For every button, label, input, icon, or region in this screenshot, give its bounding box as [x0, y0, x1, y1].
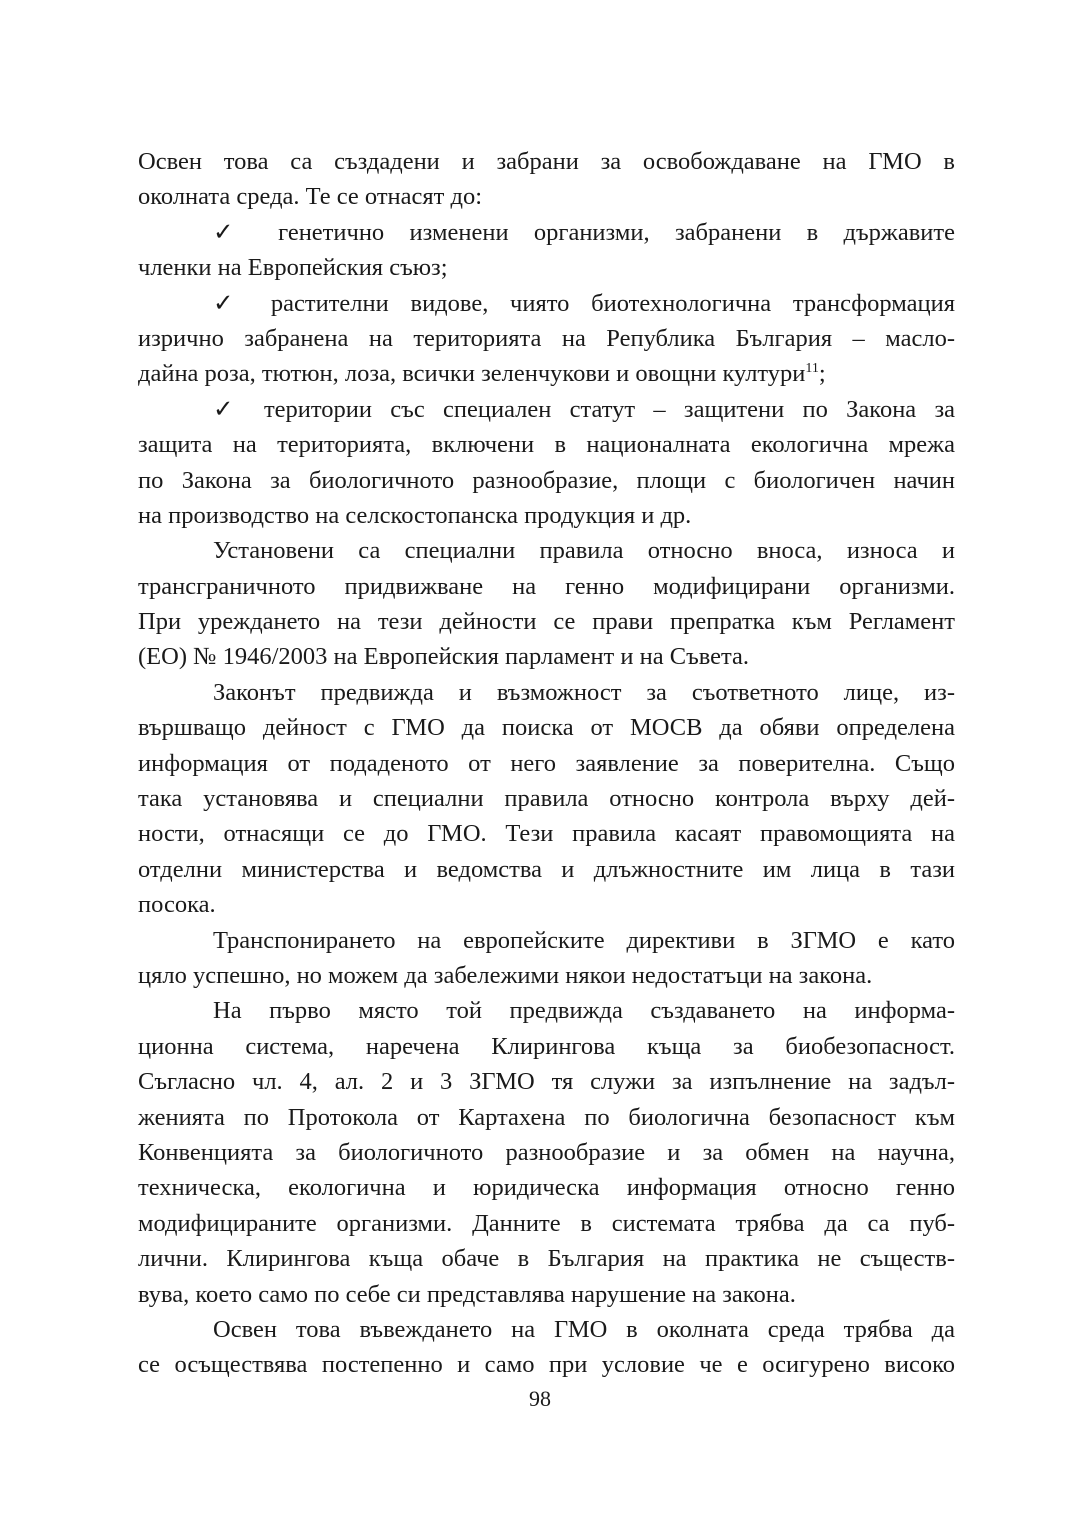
line-text: женията по Протокола от Картахена по биологична безопасност към	[138, 1103, 955, 1131]
text-line	[138, 179, 955, 214]
line-text: При уреждането на тези дейности се прави препратка към Регламент	[138, 608, 955, 636]
text-line	[138, 144, 955, 179]
bullet-item	[138, 215, 955, 286]
text-line	[138, 463, 955, 498]
text-line	[138, 993, 955, 1028]
text-line	[138, 1277, 955, 1312]
text-line	[138, 746, 955, 781]
line-text: техническа, екологична и юридическа информация относно генно	[138, 1174, 955, 1202]
line-text: членки на Европейския съюз;	[138, 254, 448, 282]
checkmark-icon: ✓	[213, 395, 246, 423]
text-line	[138, 923, 955, 958]
page-body	[138, 144, 955, 1383]
paragraph	[138, 144, 955, 215]
line-text: На първо място той предвижда създаването на информа-	[213, 997, 955, 1025]
text-line	[138, 1064, 955, 1099]
line-text: така установява и специални правила относно контрола върху дей-	[138, 785, 955, 813]
line-text: защита на територията, включени в националната екологична мрежа	[138, 431, 955, 459]
bullet-item	[138, 392, 955, 534]
line-text: се осъществява постепенно и само при условие че е осигурено високо	[138, 1351, 955, 1379]
line-text: на производство на селскостопанска продукция и др.	[138, 501, 692, 529]
text-line	[138, 321, 955, 356]
line-text: трансграничното придвижване на генно модифицирани организми.	[138, 572, 955, 600]
line-text: Конвенцията за биологичното разнообразие и за обмен на научна,	[138, 1138, 955, 1166]
paragraph	[138, 1312, 955, 1383]
text-line	[138, 250, 955, 285]
text-line	[138, 533, 955, 568]
text-line	[138, 887, 955, 922]
line-text: посока.	[138, 891, 216, 919]
line-text: отделни министерства и ведомства и длъжностните им лица в тази	[138, 855, 955, 883]
line-text: територии със специален статут – защитени по Закона за	[263, 395, 956, 423]
line-text: Освен това въвеждането на ГМО в околната среда трябва да	[213, 1315, 955, 1343]
paragraph	[138, 923, 955, 994]
line-text: ;	[818, 360, 826, 388]
line-text: ности, отнасящи се до ГМО. Тези правила касаят правомощията на	[138, 820, 955, 848]
text-line	[138, 569, 955, 604]
text-line	[138, 1241, 955, 1276]
text-line	[138, 1100, 955, 1135]
bullet-item	[138, 286, 955, 392]
text-line	[138, 215, 955, 250]
line-text: по Закона за биологичното разнообразие, площи с биологичен начин	[138, 466, 955, 494]
text-line	[138, 498, 955, 533]
line-text: Съгласно чл. 4, ал. 2 и 3 ЗГМО тя служи за изпълнение на задъл-	[138, 1068, 955, 1096]
line-text: Освен това са създадени и забрани за освобождаване на ГМО в	[138, 148, 955, 175]
text-line	[138, 675, 955, 710]
line-text: цяло успешно, но можем да забележими някои недостатъци на закона.	[138, 961, 873, 989]
text-line	[138, 286, 955, 321]
line-text: лични. Клирингова къща обаче в България на практика не съществ-	[138, 1245, 955, 1273]
line-text: изрично забранена на територията на Република България – масло-	[138, 324, 955, 352]
text-line	[138, 1029, 955, 1064]
text-line	[138, 1170, 955, 1205]
text-line	[138, 427, 955, 462]
text-line	[138, 958, 955, 993]
paragraph	[138, 533, 955, 675]
text-line	[138, 710, 955, 745]
paragraph	[138, 993, 955, 1312]
line-text: околната среда. Те се отнасят до:	[138, 183, 483, 211]
line-text: Установени са специални правила относно вноса, износа и	[213, 537, 955, 565]
text-line	[138, 1347, 955, 1382]
text-line	[138, 639, 955, 674]
text-line	[138, 392, 955, 427]
line-text: Транспонирането на европейските директиви в ЗГМО е като	[213, 926, 955, 954]
checkmark-icon: ✓	[213, 289, 250, 317]
line-text: вършващо дейност с ГМО да поиска от МОСВ да обяви определена	[138, 714, 955, 742]
text-line	[138, 781, 955, 816]
text-line	[138, 816, 955, 851]
text-line	[138, 604, 955, 639]
page-number: 98	[529, 1386, 551, 1411]
line-text: (ЕО) № 1946/2003 на Европейския парламент и на Съвета.	[138, 643, 750, 671]
line-text: Законът предвижда и възможност за съответното лице, из-	[213, 678, 955, 706]
line-text: модифицираните организми. Данните в системата трябва да са пуб-	[138, 1209, 955, 1237]
line-text: растителни видове, чиято биотехнологична трансформация	[270, 289, 956, 317]
text-line	[138, 356, 955, 391]
text-line	[138, 1206, 955, 1241]
text-line	[138, 1312, 955, 1347]
line-text: генетично изменени организми, забранени в държавите	[278, 218, 955, 246]
line-text: информация от подаденото от него заявление за поверителна. Също	[138, 749, 955, 777]
text-line	[138, 1135, 955, 1170]
text-line	[138, 852, 955, 887]
paragraph	[138, 675, 955, 923]
checkmark-icon: ✓	[213, 218, 253, 246]
line-text: дайна роза, тютюн, лоза, всички зеленчукови и овощни култури	[138, 360, 806, 388]
footnote-reference[interactable]: 11	[805, 361, 819, 377]
line-text: ционна система, наречена Клирингова къща за биобезопасност.	[138, 1032, 955, 1060]
line-text: вува, което само по себе си представлява нарушение на закона.	[138, 1280, 796, 1308]
